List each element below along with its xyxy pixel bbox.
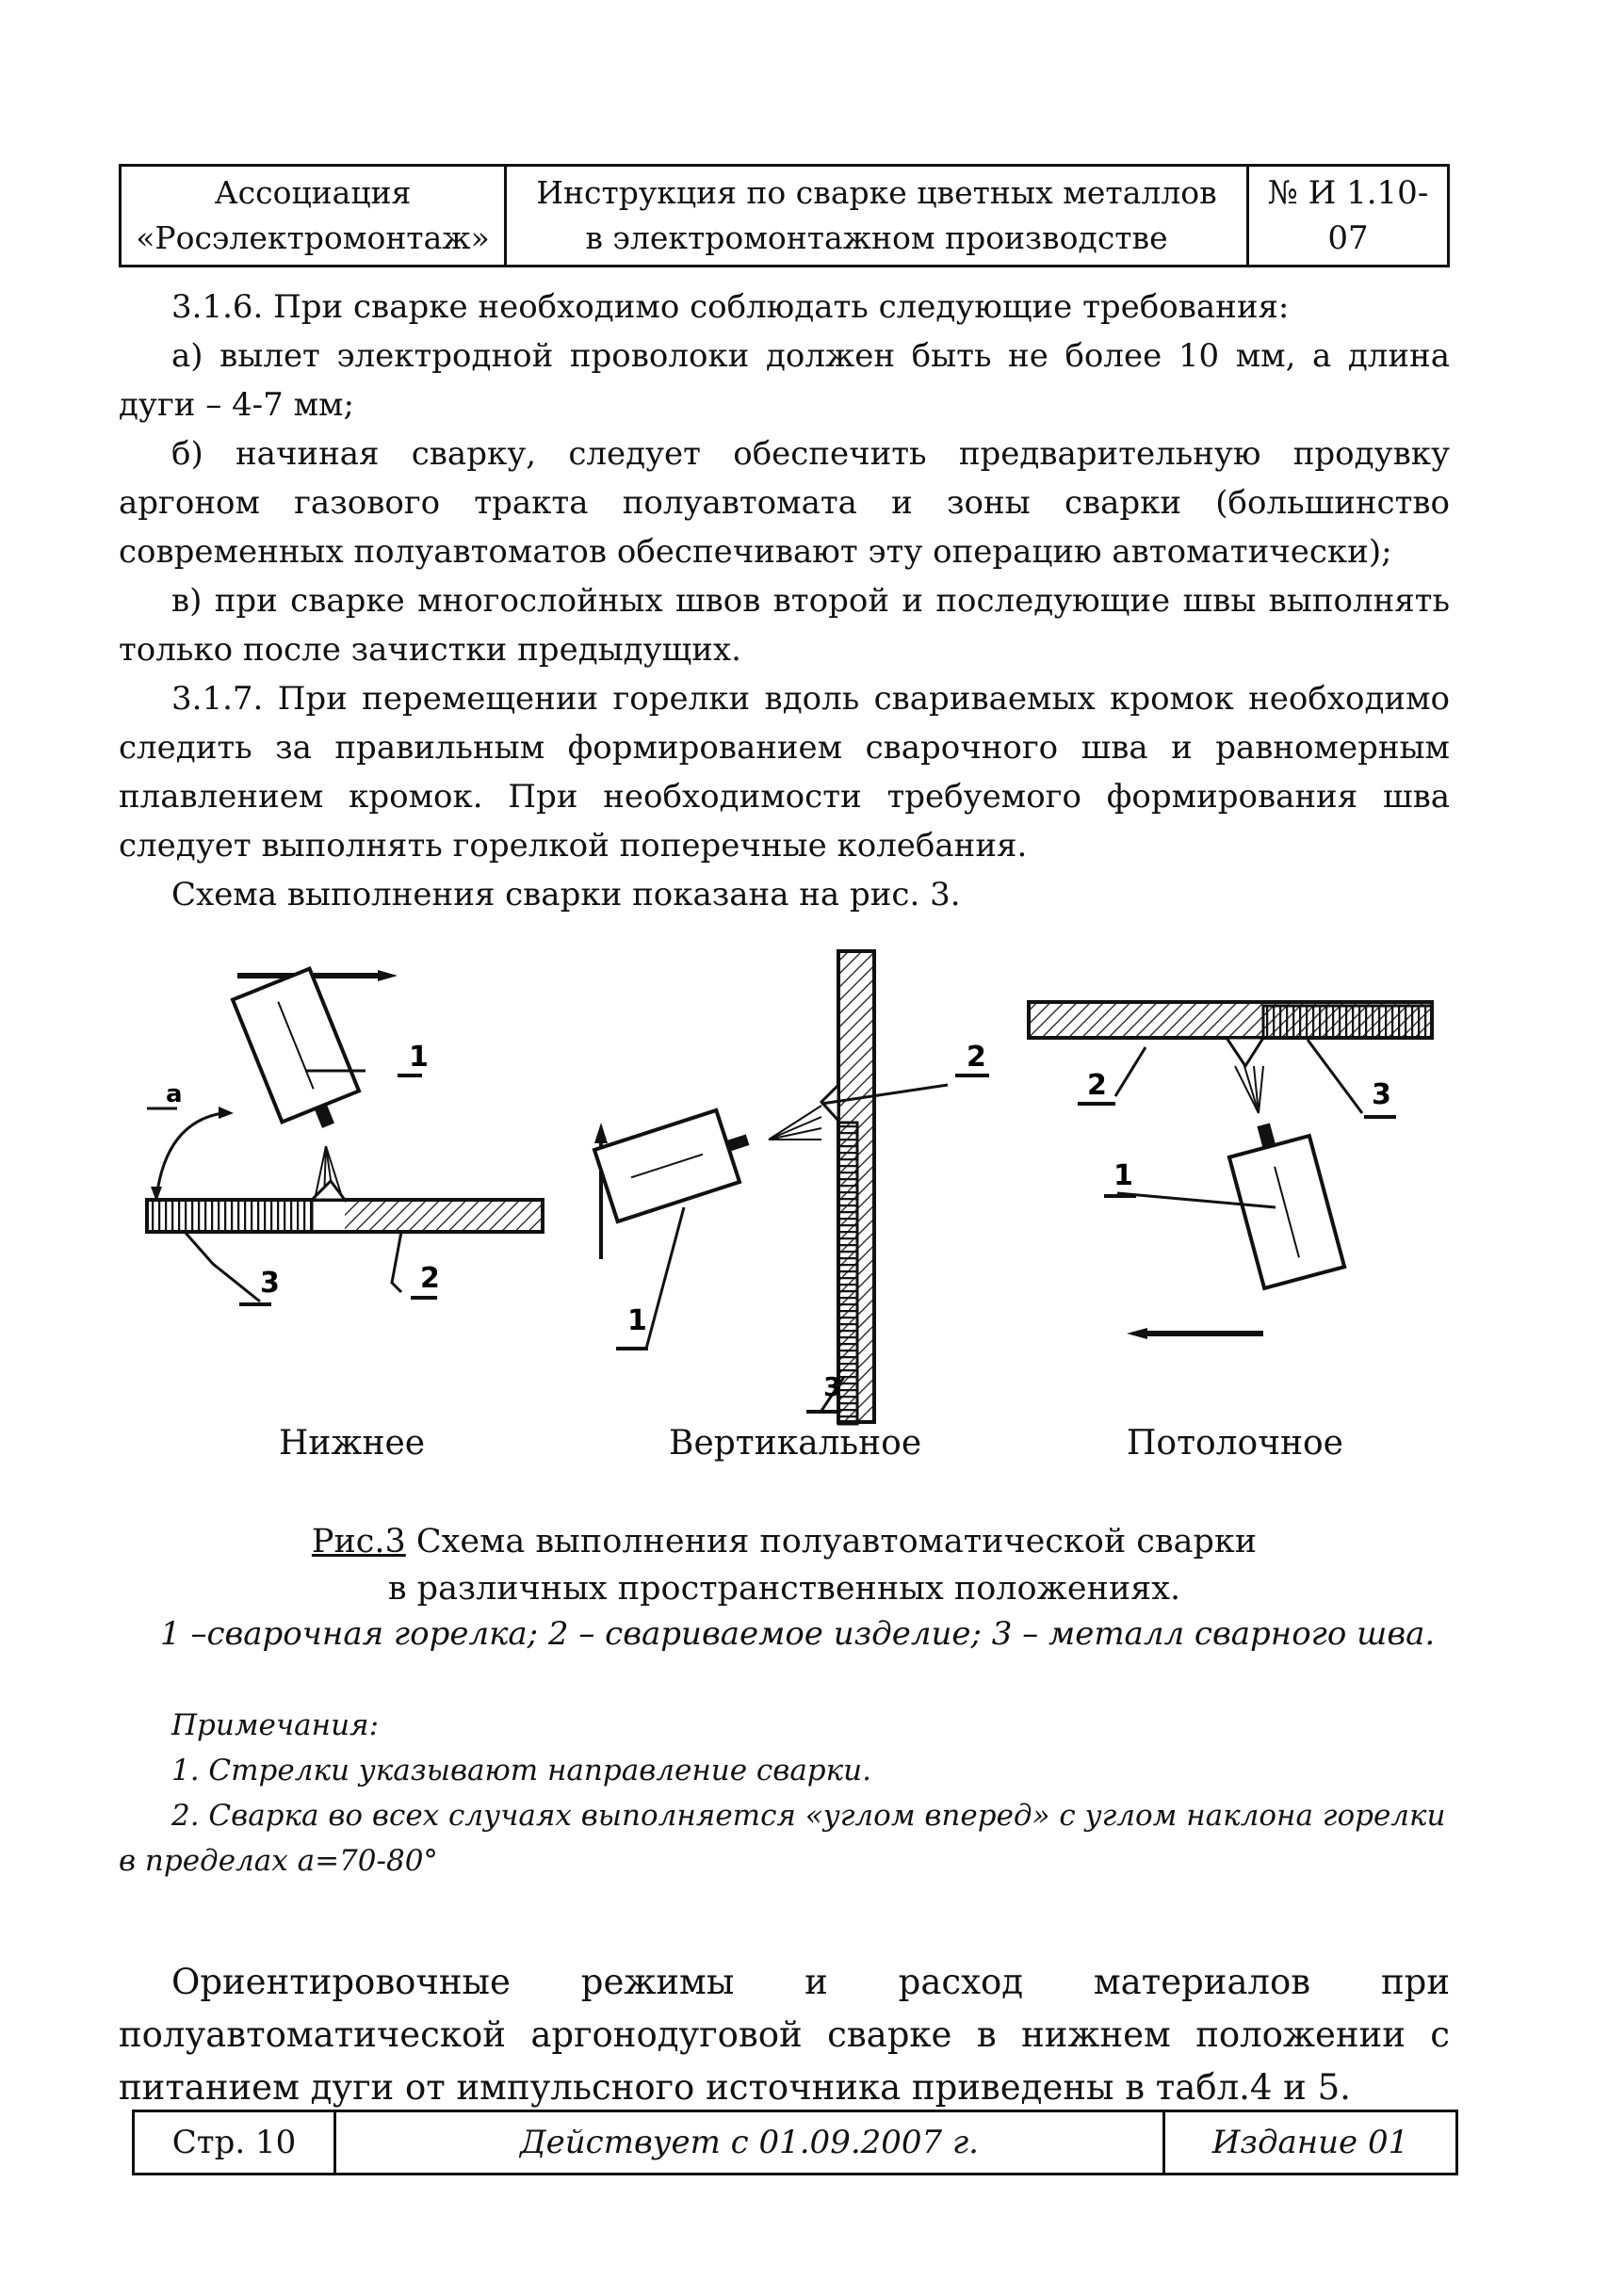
org-line-1: Ассоциация — [214, 174, 412, 211]
label-torch-overhead: 1 — [1113, 1159, 1133, 1192]
paragraph-3-1-6: 3.1.6. При сварке необходимо соблюдать следующие требования: — [171, 288, 1290, 326]
header-table — [119, 164, 1450, 267]
panel-label-flat: Нижнее — [279, 1424, 426, 1463]
title-line-2: в электромонтажном производстве — [585, 219, 1168, 256]
caption-line-2: в различных пространственных положениях. — [387, 1570, 1181, 1608]
caption-line-1 — [119, 1518, 1450, 1565]
figure-3 — [119, 934, 1450, 1462]
header-title — [507, 167, 1249, 265]
doc-number: № И 1.10-07 — [1267, 174, 1429, 257]
org-line-2: «Росэлектромонтаж» — [136, 219, 490, 256]
paragraph-3-1-7: 3.1.7. При перемещении горелки вдоль свариваемых кромок необходимо следить за правильным формированием сварочного шва и равномерным плавлением кромок. При необходимости требуемого формирования шва следует выполнять горелкой поперечные колебания. — [119, 680, 1450, 865]
label-torch-vertical: 1 — [627, 1304, 647, 1337]
paragraph-a: а) вылет электродной проволоки должен быть не более 10 мм, а длина дуги – 4-7 мм; — [119, 337, 1450, 424]
figure-caption — [119, 1518, 1450, 1612]
header-organization — [122, 167, 507, 265]
paragraph-figure-ref: Схема выполнения сварки показана на рис. 3. — [171, 876, 961, 914]
body-text — [119, 283, 1450, 919]
header-doc-number — [1249, 167, 1447, 265]
note-2: 2. Сварка во всех случаях выполняется «углом вперед» с углом наклона горелки в пределах a=70-80° — [119, 1799, 1446, 1878]
panel-label-vertical: Вертикальное — [669, 1424, 922, 1463]
label-weld-vertical: 3 — [823, 1371, 842, 1402]
paragraph-v: в) при сварке многослойных швов второй и последующие швы выполнять только после зачистки предыдущих. — [119, 582, 1450, 669]
torch-overhead — [1224, 1114, 1344, 1288]
footer-table — [132, 2110, 1458, 2175]
footer-page: Стр. 10 — [135, 2112, 336, 2173]
footer-edition: Издание 01 — [1211, 2124, 1409, 2161]
figure-ref: Рис.3 — [311, 1523, 406, 1560]
notes-block — [119, 1703, 1450, 1884]
label-torch-flat: 1 — [409, 1041, 429, 1074]
label-part-overhead: 2 — [1087, 1069, 1107, 1102]
label-part-flat: 2 — [420, 1262, 440, 1295]
figure-3-drawing — [119, 934, 1450, 1462]
label-part-vertical: 2 — [967, 1041, 986, 1074]
label-weld-overhead: 3 — [1372, 1078, 1391, 1111]
angle-label: a — [166, 1080, 183, 1108]
torch-flat — [233, 969, 366, 1141]
arc-vertical — [769, 1106, 821, 1140]
label-weld-flat: 3 — [260, 1267, 280, 1300]
paragraph-b: б) начиная сварку, следует обеспечить предварительную продувку аргоном газового тракта полуавтомата и зоны сварки (большинство современных полуавтоматов обеспечивают эту операцию автоматически); — [119, 435, 1450, 571]
note-1: 1. Стрелки указывают направление сварки. — [171, 1754, 871, 1787]
arc-overhead — [1235, 1066, 1263, 1113]
footer-effective-date: Действует с 01.09.2007 г. — [336, 2112, 1165, 2173]
notes-title: Примечания: — [171, 1708, 380, 1742]
closing-paragraph: Ориентировочные режимы и расход материалов при полуавтоматической аргонодуговой сварке в нижнем положении с питанием дуги от импульсного источника приведены в табл.4 и 5. — [119, 1962, 1450, 2108]
title-line-1: Инструкция по сварке цветных металлов — [536, 174, 1217, 211]
panel-overhead — [1029, 1002, 1432, 1339]
torch-vertical — [594, 1104, 759, 1221]
caption-title: Схема выполнения полуавтоматической сварки — [405, 1523, 1258, 1560]
figure-legend: 1 –сварочная горелка; 2 – свариваемое изделие; 3 – металл сварного шва. — [160, 1615, 1436, 1653]
panel-flat — [147, 969, 543, 1304]
panel-label-overhead: Потолочное — [1127, 1424, 1343, 1463]
panel-vertical — [594, 951, 989, 1424]
